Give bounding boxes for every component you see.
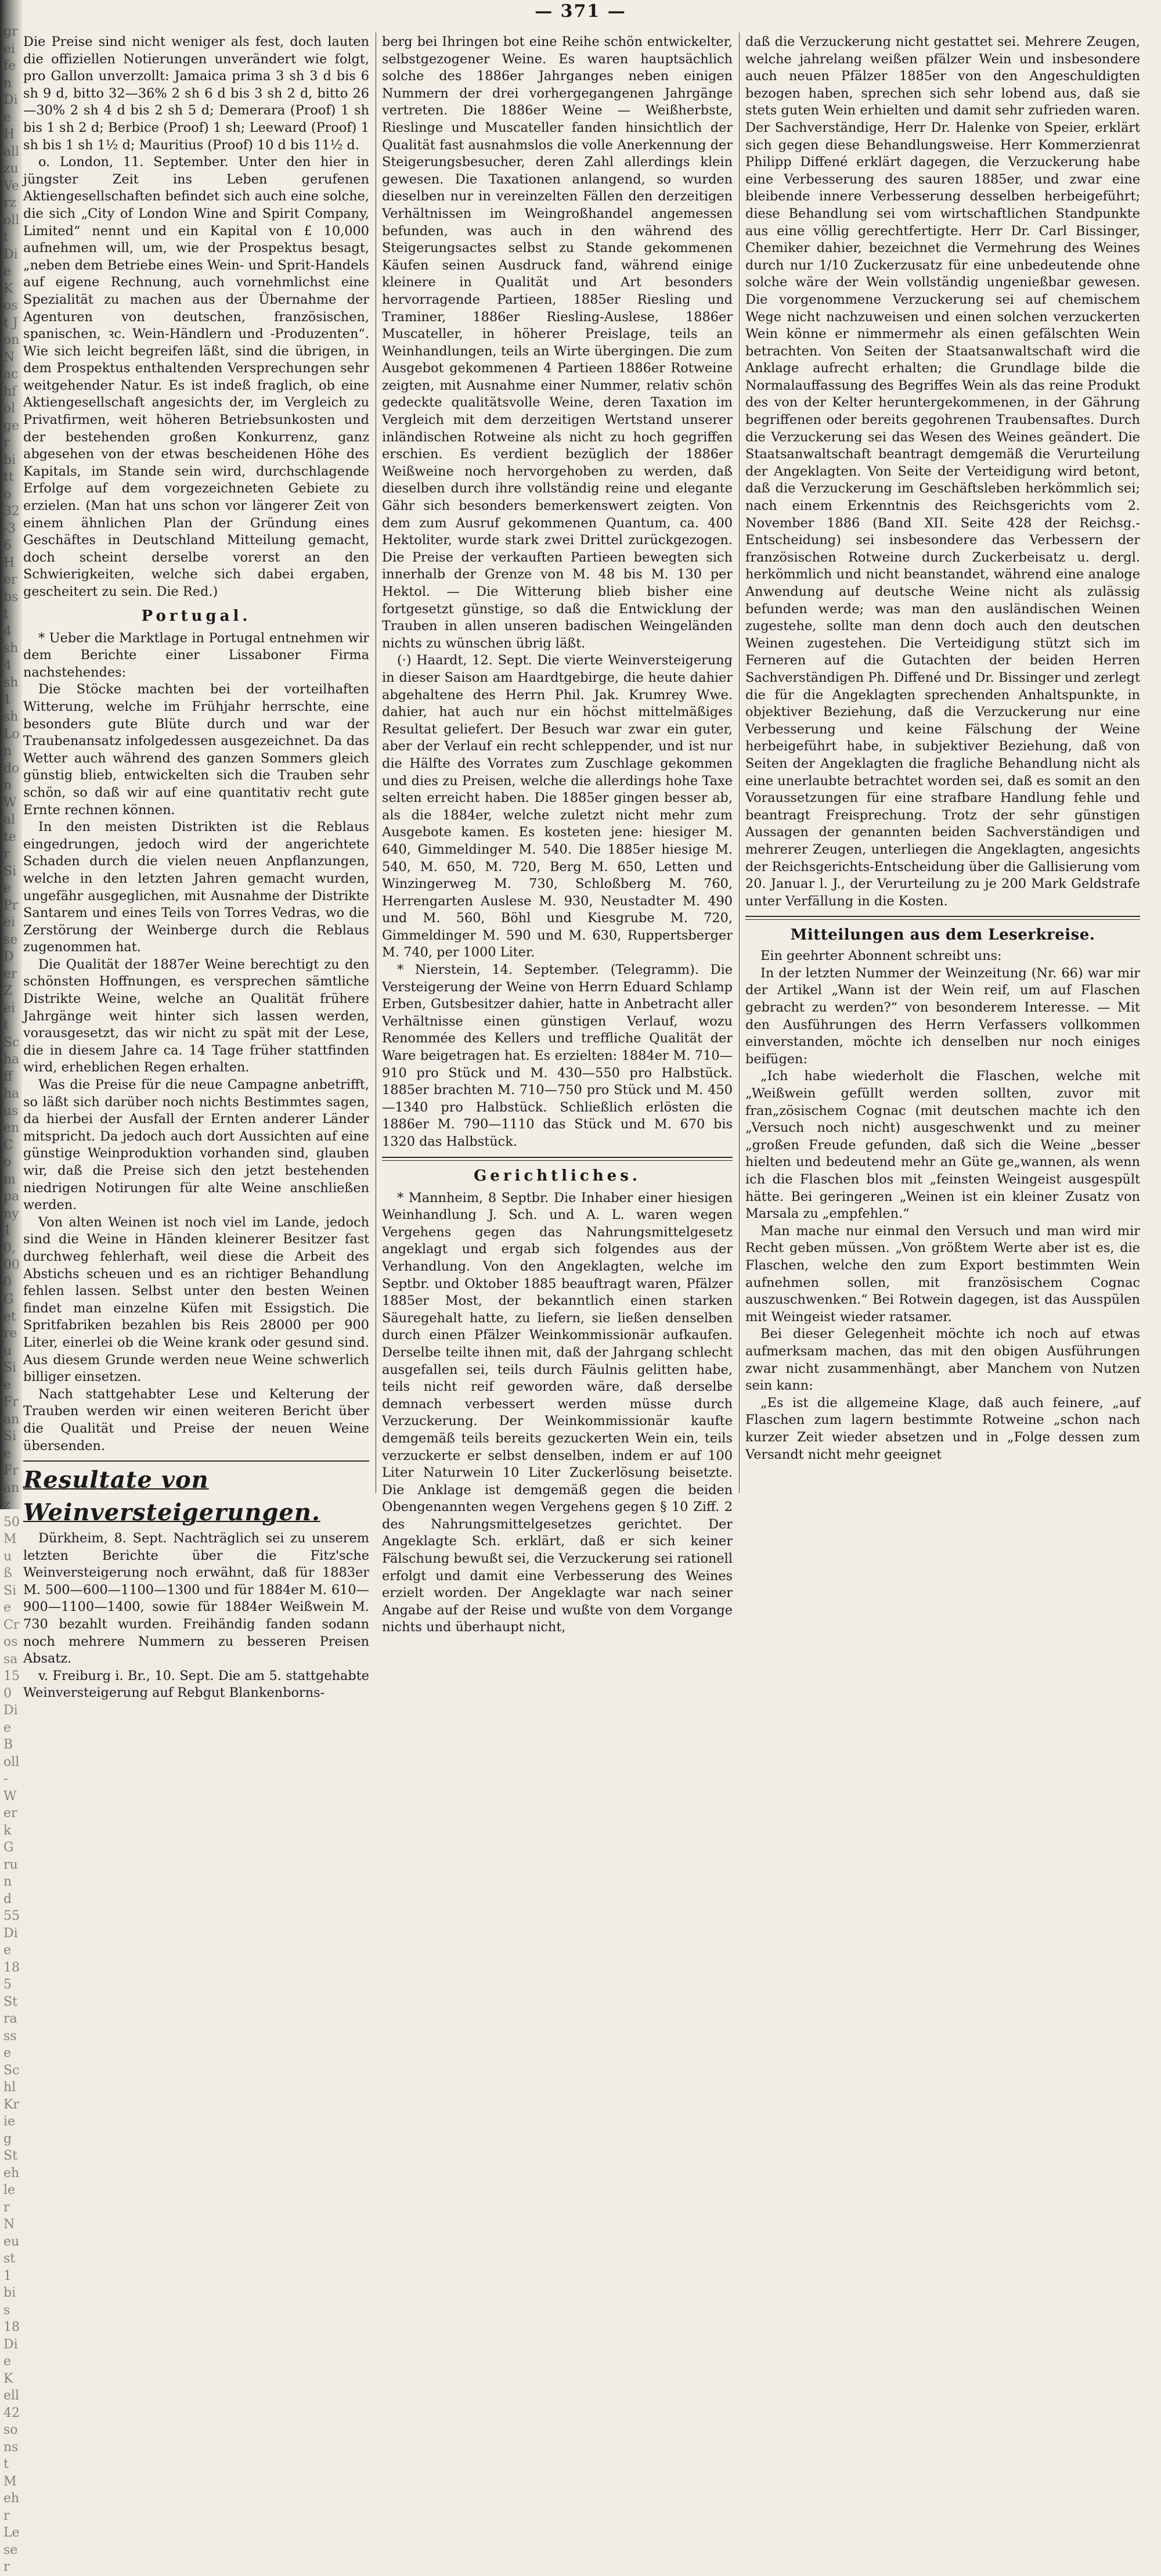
paragraph-portugal-intro: * Ueber die Marktlage in Portugal entnehmen wir dem Berichte einer Lissaboner Firma nachstehendes: [23,630,369,680]
paragraph-portugal-quality: Die Qualität der 1887er Weine berechtigt zu den schönsten Hoffnungen, es versprechen sämtliche Distrikte Weine, welche an Qualität frühere Jahrgänge weit hinter sich lassen werden, vorausgesetzt, das wir nicht zu spät mit der Lese, die in diesem Jahre ca. 14 Tage früher stattfinden wird, erheblichen Regen erhalten. [23,956,369,1075]
section-heading-readers: Mitteilungen aus dem Leserkreise. [790,926,1095,944]
previous-page-fragment: greifen Die Hall zu Verzollt Die Kost Jon Nachfolger bitto 32-36 Herbst 4 sh 4 sh 1 sh London Walter Sie Preise Der Zeit Schaffhausen Company 10,000 Getreu Sie Fran Sie Franz 50 Muß Sie Crossa 150 Die Boll-Werk Grund 55 Die 185 Strasse Schl Krieg Stehler Neust 1 bis 18 Die Kell 42 sonst Mehr Leser [3,24,20,2574]
paragraph-haardt: (·) Haardt, 12. Sept. Die vierte Weinversteigerung in dieser Saison am Haardtgebirge, die heute dahier abgehaltene des Herrn Phil. Jak. Krumrey Wwe. dahier, hat auch nur ein höchst mittelmäßiges Resultat geliefert. Der Besuch war zwar ein guter, aber der Verlauf ein recht schleppender, und ist nur die Hälfte des Vorrates zum Zuschlage gekommen und dies zu Preisen, welche die allerdings hohe Taxe selten erreicht haben. Die 1885er gingen besser ab, als die 1884er, welche zuletzt nicht mehr zum Ausgebote kamen. Es kosteten jene: hiesiger M. 640, Gimmeldinger M. 540. Die 1885er hiesige M. 540, M. 650, M. 720, Berg M. 650, Letten und Winzingerweg M. 730, Schloßberg M. 760, Herrengarten Auslese M. 930, Neustadter M. 490 und M. 560, Böhl und Kiesgrube M. 720, Gimmeldinger M. 590 und M. 630, Ruppertsberger M. 740, per 1000 Liter. [382,653,733,960]
paragraph-subscriber-occasion: Bei dieser Gelegenheit möchte ich noch auf etwas aufmerksam machen, das mit den obigen Ausführungen zwar nicht zusammenhängt, aber Manchem von Nutzen sein kann: [745,1326,1140,1394]
paragraph-portugal-phylloxera: In den meisten Distrikten ist die Reblaus eingedrungen, jedoch wird der angerichtete Schaden durch die vielen neuen Anpflanzungen, welche in den letzten Jahren gemacht wurden, ungefähr ausgeglichen, mit Ausnahme der Distrikte Santarem und eines Teils von Torres Vedras, wo die Zerstörung der Weinberge durch die Reblaus zugenommen hat. [23,819,369,955]
paragraph-rum-prices: Die Preise sind nicht weniger als fest, doch lauten die offiziellen Notierungen unverändert wie folgt, pro Gallon unverzollt: Jamaica prima 3 sh 3 d bis 6 sh 9 d, bitto 32—36% 2 sh 6 d bis 3 sh 2 d, bitto 26—30% 2 sh 4 d bis 2 sh 5 d; Demerara (Proof) 1 sh bis 1 sh 2 d; Berbice (Proof) 1 sh; Leeward (Proof) 1 sh bis 1 sh 1½ d; Mauritius (Proof) 10 d bis 11½ d. [23,34,369,153]
paragraph-subscriber-intro: Ein geehrter Abonnent schreibt uns: [760,948,1002,964]
paragraph-portugal-bloom: Die Stöcke machten bei der vorteilhaften Witterung, welche im Frühjahr herrschte, eine besonders gute Blüte durch und war der Traubenansatz infolgedessen ausgezeichnet. Da das Wetter auch während des ganzen Sommers gleich günstig blieb, entwickelten sich die Trauben sehr schön, so daß wir auf eine quantitativ recht gute Ernte rechnen können. [23,682,369,818]
paragraph-subscriber-experiment: Man mache nur einmal den Versuch und man wird mir Recht geben müssen. „Von größtem Werte aber ist es, die Flaschen, welche den zum Export bestimmten Wein aufnehmen sollen, mit französischem Cognac auszuschwenken.“ Bei Rotwein dagegen, ist das Ausspülen mit Weingeist wieder ratsamer. [745,1223,1140,1325]
paragraph-blankenhornsberg: berg bei Ihringen bot eine Reihe schön entwickelter, selbstgezogener Weine. Es waren hauptsächlich solche des 1886er Jahrganges neben einigen Nummern der drei vorhergegangenen Jahrgänge vertreten. Die 1886er Weine — Weißherbste, Rieslinge und Muscateller fanden hinsichtlich der Qualität fast ausnahmslos die volle Anerkennung der Steigerungsbesucher, deren Zahl allerdings klein gewesen. Die Taxationen anlangend, so wurden dieselben nur in vereinzelten Fällen den derzeitigen Verhältnissen im Weingroßhandel angemessen befunden, was auch in den während des Steigerungsactes selbst zu Stande gekommenen Käufen seinen Ausdruck fand, während einige kleinere in Qualität und Art besonders hervorragende Partieen, 1885er Riesling und Traminer, 1886er Riesling-Auslese, 1886er Muscateller, in höherer Preislage, teils an Weinhandlungen, teils an Wirte übergingen. Die zum Ausgebot gekommenen 4 Partieen 1886er Rotweine zeigten, mit Ausnahme einer Nummer, relativ schön gedeckte qualitätsvolle Weine, deren Taxation im Vergleich mit dem derzeitigen Wertstand unserer inländischen Rotweine als nicht zu hoch gegriffen erschien. Es verdient bezüglich der 1886er Weißweine noch hervorgehoben zu werden, daß dieselben durch ihre vollständig reine und elegante Gähr sich besonders bemerkenswert zeigten. Von dem zum Ausruf gekommenen Quantum, ca. 400 Hektoliter, wurde stark zwei Drittel zurückgezogen. Die Preise der verkauften Partieen bewegten sich innerhalb der Grenze von M. 48 bis M. 130 per Hektol. — Die Witterung blieb bisher eine fortgesetzt günstige, so daß die Entwicklung der Trauben in allen unseren badischen Weingeländen nichts zu wünschen übrig läßt. [382,34,733,651]
paragraph-nierstein: * Nierstein, 14. September. (Telegramm). Die Versteigerung der Weine von Herrn Eduard Schlamp Erben, Gutsbesitzer dahier, hatte in Anbetracht aller Verhältnisse einen günstigen Verlauf, wozu Renommée des Kellers und treffliche Qualität der Ware beigetragen hat. Es erzielten: 1884er M. 710—910 pro Stück und M. 430—550 pro Halbstück. 1885er brachten M. 710—750 pro Stück und M. 450—1340 pro Halbstück. Schließlich erlösten die 1886er M. 790—1110 das Stück und M. 670 bis 1320 das Halbstück. [382,962,733,1149]
paragraph-portugal-old-wines: Von alten Weinen ist noch viel im Lande, jedoch sind die Weine in Händen kleinerer Besitzer fast durchweg fehlerhaft, weil diese die Arbeit des Abstichs scheuen und es an richtiger Behandlung fehlen lassen. Selbst unter den besten Weinen findet man einzelne Küfen mit Essigstich. Die Spritfabriken bezahlen bis Reis 28000 per 900 Liter, einerlei ob die Weine krank oder gesund sind. Aus diesem Grunde werden neue Weine schwerlich billiger einsetzen. [23,1214,369,1385]
section-divider [382,1157,733,1161]
section-heading-portugal: Portugal. [141,607,251,625]
paragraph-portugal-report: Nach stattgehabter Lese und Kelterung der Trauben werden wir einen weiteren Bericht über die Qualität und Preise der neuen Weine übersenden. [23,1386,369,1454]
paragraph-case-continued: daß die Verzuckerung nicht gestattet sei. Mehrere Zeugen, welche jahrelang weißen pfälzer Wein und insbesondere auch neuen Pfälzer 1885er von den Angeschuldigten bezogen haben, sprechen sich sehr lobend aus, daß sie stets guten Wein erhielten und damit sehr zufrieden waren. Der Sachverständige, Herr Dr. Halenke von Speier, erklärt sich gegen diese Behandlungsweise. Herr Kommerzienrat Philipp Diffené erklärt dagegen, die Verzuckerung habe eine Verbesserung des sauren 1885er, und zwar eine bleibende innere Verbesserung desselben herbeigeführt; diese Behandlung sei vom wirtschaftlichen Standpunkte aus eine völlig gerechtfertigte. Herr Dr. Carl Bissinger, Chemiker dahier, bezeichnet die Vermehrung des Weines durch nur 1/10 Zuckerzusatz für eine unbedeutende ohne solche wäre der Wein vollständig ungenießbar gewesen. Die vorgenommene Verzuckerung sei auf chemischem Wege nicht nachzuweisen und einen solchen verzuckerten Wein könne er nimmermehr als einen gefälschten Wein betrachten. Von Seiten der Staatsanwaltschaft wird die Anklage aufrecht erhalten; die Grundlage bilde die Normalauffassung des Begriffes Wein als das reine Produkt des von der Kelter heruntergekommenen, in der Gährung begriffenen oder bereits gegohrenen Traubensaftes. Durch die Verzuckerung sei das Wesen des Weines geändert. Die Staatsanwaltschaft beantragt demgemäß die Verurteilung der Angeklagten. Von Seite der Verteidigung wird betont, daß die Verzuckerung im Geschäftsleben herkömmlich sei; nach einem Erkenntnis des Reichsgerichts vom 2. November 1886 (Band XII. Seite 428 der Reichsg.-Entscheidung) sei insbesondere das Verbessern der französischen Rotweine durch Zuckerbeisatz u. dergl. herkömmlich und nicht beanstandet, während eine analoge Anwendung auf deutsche Weine nicht als zulässig befunden werde; was man den ausländischen Weinen zugestehe, sollte man denn doch auch den deutschen Weinen zugestehen. Die Verteidigung stützt sich im Ferneren auf die Gutachten der beiden Herren Sachverständigen Ph. Diffené und Dr. Bissinger und zerlegt die für die Angeklagten sprechenden Anhaltspunkte, in objektiver Beziehung, daß die Verzuckerung nur eine Verbesserung und keine Fälschung der Weine herbeigeführt habe, in subjektiver Beziehung, daß von Seiten der Angeklagten die fragliche Behandlung nicht als eine unerlaubte betrachtet worden sei, daß es somit an den Voraussetzungen für eine strafbare Handlung fehle und beantragt Freisprechung. Trotz der sehr günstigen Aussagen der genannten beiden Sachverständigen und mehrerer Zeugen, unterliegen die Angeklagten, angesichts der Reichsgerichts-Entscheidung über die Gallisierung vom 20. Januar l. J., der Verurteilung zu je 200 Mark Geldstrafe unter Verfällung in die Kosten. [745,34,1140,909]
paragraph-subscriber-article: In der letzten Nummer der Weinzeitung (Nr. 66) war mir der Artikel „Wann ist der Wein reif, um auf Flaschen gebracht zu werden?“ von besonderem Interesse. — Mit den Ausführungen des Herrn Verfassers vollkommen einverstanden, möchte ich denselben nur noch einiges beifügen: [745,965,1140,1067]
page-number: — 371 — [535,1,626,21]
paragraph-duerkheim: Dürkheim, 8. Sept. Nachträglich sei zu unserem letzten Berichte über die Fitz'sche Weinversteigerung noch erwähnt, daß für 1883er M. 500—600—1100—1300 und für 1884er M. 610—900—1100—1400, sowie für 1884er Weißwein M. 730 bezahlt wurden. Freihändig fanden sodann noch mehrere Nummern zu besseren Preisen Absatz. [23,1531,369,1667]
paragraph-london-company: o. London, 11. September. Unter den hier in jüngster Zeit ins Leben gerufenen Aktiengesellschaften befindet sich auch eine solche, die sich „City of London Wine and Spirit Company, Limited“ nennt und ein Kapital von £ 10,000 aufnehmen will, um, wie der Prospektus besagt, „neben dem Betriebe eines Wein- und Sprit-Handels auf eigene Rechnung, auch vornehmlichst eine Spezialität zu machen aus der Übernahme der Agenturen von deutschen, französischen, spanischen, ꝛc. Wein-Händlern und -Produzenten“. Wie sich leicht begreifen läßt, sind die übrigen, in dem Prospektus enthaltenden Versprechungen sehr weitgehender Natur. Es ist indeß fraglich, ob eine Aktiengesellschaft angesichts der, im Vergleich zu Privatfirmen, weit höheren Betriebsunkosten und der bestehenden großen Konkurrenz, ganz abgesehen von der etwas bescheidenen Höhe des Kapitals, im Stande sein wird, durchschlagende Erfolge auf dem vorgezeichneten Gebiete zu erzielen. (Man hat uns schon vor längerer Zeit von einem ähnlichen Plan der Gründung eines Geschäftes in Deutschland Mitteilung gemacht, doch scheint derselbe vorerst an den Schwierigkeiten, welche sich dabei ergaben, gescheitert zu sein. Die Red.) [23,154,369,599]
column-right [745,34,1140,1497]
column-rule [739,33,740,1493]
paragraph-subscriber-complaint: „Es ist die allgemeine Klage, daß auch feinere, „auf Flaschen zum lagern bestimmte Rotweine „schon nach kurzer Zeit wieder absetzen und in „Folge dessen zum Versandt nicht mehr geeignet [745,1395,1140,1462]
paragraph-subscriber-quote: „Ich habe wiederholt die Flaschen, welche mit „Weißwein gefüllt werden sollten, zuvor mit fran„zösischem Cognac (mit deutschen machte ich den „Versuch noch nicht) ausgeschwenkt und zu meiner „großen Freude gefunden, daß sich die Weine „besser hielten und bedeutend mehr an Güte ge„wannen, als wenn ich die Flaschen blos mit „feinsten Weingeist ausgespült hätte. Bei geringeren „Weinen ist ein kleiner Zusatz von Marsala zu „empfehlen.“ [745,1068,1140,1222]
section-divider [745,916,1140,920]
paragraph-portugal-prices: Was die Preise für die neue Campagne anbetrifft, so läßt sich darüber noch nichts Bestimmtes sagen, da hierbei der Ausfall der Ernten anderer Länder mitspricht. Da jedoch auch dort Aussichten auf eine günstige Weinproduktion vorhanden sind, glauben wir, daß die Preise sich den jetzt bestehenden niedrigen Notirungen für alte Weine anschließen werden. [23,1077,369,1213]
paragraph-freiburg: v. Freiburg i. Br., 10. Sept. Die am 5. stattgehabte Weinversteigerung auf Rebgut Blankenborns- [23,1668,369,1701]
column-middle [382,34,733,1635]
section-divider [23,1460,369,1462]
column-left [23,34,369,1701]
paragraph-mannheim-case: * Mannheim, 8 Septbr. Die Inhaber einer hiesigen Weinhandlung J. Sch. und A. L. waren wegen Vergehens gegen das Nahrungsmittelgesetz angeklagt und ergab sich folgendes aus der Verhandlung. Von den Angeklagten, welche im Septbr. und Oktober 1885 beauftragt waren, Pfälzer 1885er Most, der bekanntlich einen starken Säuregehalt hatte, zu liefern, sie ließen denselben durch einen Pfälzer Weinkommissionär aufkaufen. Derselbe teilte ihnen mit, daß der Jahrgang schlecht ausgefallen sei, teils durch Fäulnis gelitten habe, teils nicht reif geworden wäre, daß derselbe demnach verbessert werden müsse durch Verzuckerung. Der Weinkommissionär kaufte demgemäß teils bereits gezuckerten Wein ein, teils verzuckerte er selbst denselben, indem er auf 100 Liter Naturwein 10 Liter Zuckerlösung beisetzte. Die Anklage ist demgemäß gegen die beiden Obengenannten wegen Vergehens gegen § 10 Ziff. 2 des Nahrungsmittelgesetzes gerichtet. Der Angeklagte Sch. erklärt, daß er sich keiner Fälschung bewußt sei, die Verzuckerung sei rationell erfolgt und damit eine Verbesserung des Weines erzielt worden. Der Angeklagte war nach seiner Angabe auf der Reise und wußte von dem Vorgange nichts und überhaupt nicht, [382,1190,733,1635]
section-heading-court: Gerichtliches. [474,1167,641,1185]
binding-gutter [0,0,22,2574]
section-heading-auction-results: Resultate von Weinversteigerungen. [23,1466,320,1527]
